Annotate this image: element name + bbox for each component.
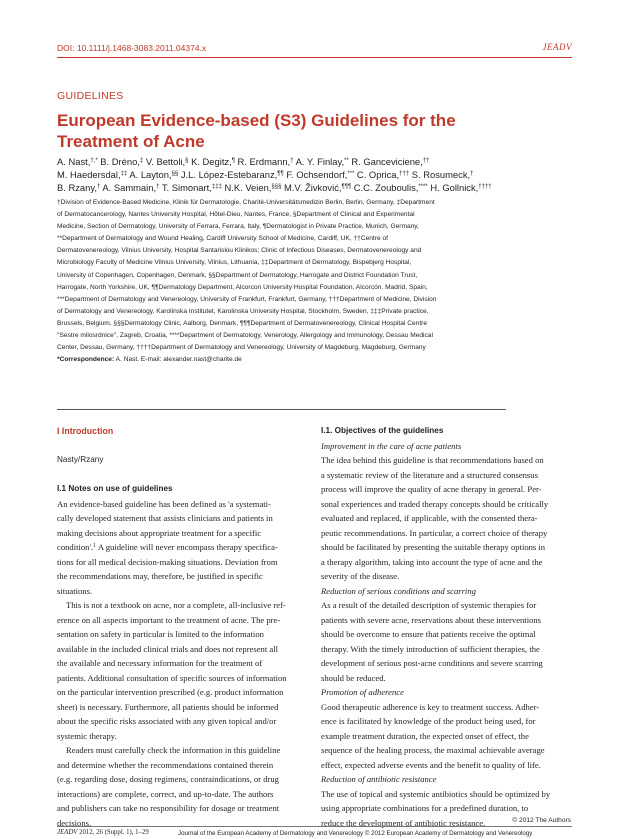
author-line [57,168,577,181]
doi-link[interactable]: DOI: 10.1111/j.1468-3083.2011.04374.x [57,43,207,53]
affiliation-marker: §§§ [271,184,282,190]
affiliation-marker: † [470,171,474,177]
affiliation-line: Microbiology Faculty of Medicine Vilnius University, Vilnius, Lithuania, ‡‡Department of Dermatology, Bispebjerg Hospital, [57,259,412,267]
affiliation-line: University of Copenhagen, Copenhagen, Denmark, §§Department of Dermatology, Harrogate and District Foundation Trust, [57,271,418,279]
text-line: reduce the development of antibiotic resistance. [321,817,486,828]
affiliation-marker: † [290,158,294,164]
affiliations [57,197,577,366]
text-line: available in the included clinical trials and does not represent all [57,643,278,654]
text-line: the recommendations may, therefore, be justified in specific [57,571,263,581]
article-title: European Evidence-based (S3) Guidelines for the Treatment of Acne [57,111,456,151]
affiliation-line: Brussels, Belgium, §§§Dermatology Clinic, Aalborg, Denmark, ¶¶¶Department of Dermatovenereology, Clinical Hospital Centre [57,319,428,327]
introduction-heading: I Introduction [57,426,114,436]
author-name: A. Layton, [127,169,172,180]
author-name: A. Sammain, [100,182,157,193]
affiliation-line: Harrogate, North Yorkshire, UK, ¶¶Dermatology Department, Alcorcon University Hospital Foundation, Alcorcón, Madrid, Spain, [57,283,428,291]
affiliation-marker: ‡‡‡ [211,184,222,190]
text-line: As a result of the detailed description of systemic therapies for [321,600,537,610]
header-bar [57,41,572,58]
author-name: T. Simonart, [159,182,212,193]
text-line: condition'.$^1$ A guideline will never encompass therapy specifica- [57,542,278,552]
text-line: cally developed statement that assists clinicians and patients in [57,513,273,523]
text-line: patients with severe acne, reservations about these interventions [321,614,542,625]
text-line: patients. Additional consultation of specific sources of information [57,672,287,683]
left-column [57,424,307,830]
text-line: should be overcome to ensure that patients receive the optimal [321,629,536,639]
footer-citation-detail: 2012, 26 (Suppl. 1), 1–29 [77,829,149,836]
text-line: the available and necessary information for the treatment of [57,658,263,668]
correspondence-label: *Correspondence: [57,356,115,364]
affiliation-marker: ¶¶¶ [341,184,352,190]
footer-divider [57,826,572,827]
author-name: C. Oprica, [354,169,400,180]
affiliation-marker: †,* [90,158,98,164]
paragraph [57,743,307,830]
paragraph [57,598,307,743]
notes-subheading: I.1 Notes on use of guidelines [57,484,173,493]
affiliation-line: Dermatovenereology, Vilnius University, Hospital Santariskiu Klinikos; Clinic of Infectious Diseases, Dermatovenereology and [57,247,422,255]
objective-title: Reduction of serious conditions and scarring [321,585,476,596]
author-name: S. Rosumeck, [409,169,471,180]
author-name: N.K. Veien, [221,182,272,193]
text-line: sentation on safety in particular is limited to the information [57,629,264,639]
footer-journal: JEADV [57,829,78,836]
affiliation-line: ***Department of Dermatology and Venereology, University of Frankfurt, Frankfurt, Germany, †††Department of Medicine, Division [57,295,437,303]
author-line [57,155,577,168]
author-name: M. Haedersdal, [57,169,121,180]
affiliation-marker: § [185,158,189,164]
author-name: J.L. López-Estebaranz, [178,169,278,180]
footer-journal-full: Journal of the European Academy of Dermatology and Venereology © 2012 European Academy of Dermatology and Venereology [178,830,533,837]
paragraph [57,497,307,599]
section-label: GUIDELINES [57,90,124,102]
objectives-sections [321,439,571,831]
text-line: peutic recommendations. In particular, a correct choice of therapy [321,527,548,538]
affiliation-marker: † [156,184,160,190]
text-line: on the particular intervention prescribed (e.g. product information [57,687,284,697]
author-name: A. Nast, [57,156,91,167]
affiliation-line: Center, Dessau, Germany, ††††Department of Dermatology and Venereology, University of Magdeburg, Magdeburg, Germany [57,344,426,352]
text-line: a therapy algorithm, taking into account the type of acne and the [321,556,543,567]
text-line: Good therapeutic adherence is key to treatment success. Adher- [321,701,540,712]
text-line: should be facilitated by presenting the suitable therapy options in [321,542,546,552]
footer-citation [57,829,149,836]
author-name: V. Bettoli, [143,156,186,167]
objective-title: Reduction of antibiotic resistance [321,774,437,784]
affiliation-line: of Dermatocancerology, Nantes University Hospital, Hôtel-Dieu, Nantes, France, §Department of Clinical and Experimental [57,211,415,219]
affiliation-line: Medicine, Section of Dermatology, University of Ferrara, Ferrara, Italy, ¶Dermatologist in Private Practice, Munich, Germany, [57,223,419,231]
journal-tag: JEADV [542,42,572,52]
text-line: and determine whether the recommendations contained therein [57,759,274,770]
author-name: B. Rzany, [57,182,97,193]
text-line: severity of the disease. [321,571,400,581]
section-divider [57,409,506,410]
reference-marker[interactable]: 1 [93,543,97,549]
text-line: example treatment duration, the expected onset of effect, the [321,730,529,741]
correspondence-email[interactable]: A. Nast. E-mail: alexander.nast@charite.de [114,356,242,364]
text-line: erence on all aspects important to the treatment of acne. The pre- [57,614,281,625]
author-name: R. Ganceviciene, [348,156,423,167]
affiliation-marker: ¶¶ [277,171,284,177]
text-line: and publishers can take no responsibility for dosage or treatment [57,803,280,813]
text-line: tions for all medical decision-making situations. Deviation from [57,556,278,567]
text-line: interactions) are complete, correct, and up-to-date. The authors [57,788,274,799]
text-line: should be reduced. [321,672,386,683]
affiliation-line: of Dermatology and Venereology, Karolinska Institutet, Karolinska University Hospital, Stockholm, Sweden, ‡‡‡Private practice, [57,307,429,315]
author-name: F. Ochsendorf, [283,169,348,180]
affiliation-marker: **** [418,184,428,190]
author-name: C.C. Zouboulis, [351,182,419,193]
text-line: sheet) is necessary. Furthermore, all patients should be informed [57,701,279,712]
objective-title: Improvement in the care of acne patients [321,440,462,451]
section-byline: Nasty/Rzany [57,455,104,464]
text-line: process will improve the quality of acne therapy in general. Per- [321,484,542,494]
affiliation-line: **Department of Dermatology and Wound Healing, Cardiff University School of Medicine, Cardiff, UK, ††Centre of [57,235,388,243]
copyright-notice: © 2012 The Authors [512,817,571,824]
text-line: Readers must carefully check the information in this guideline [66,745,281,755]
affiliation-line: ''Sestre milosrdnice'', Zagreb, Croatia, ****Department of Dermatology, Venerology, Allergology and Immunology, Dessau Medical [57,332,433,340]
author-line [57,181,577,194]
text-line: sequence of the healing process, the maximal achievable average [321,745,545,755]
affiliation-marker: ¶ [231,158,235,164]
text-line: The idea behind this guideline is that recommendations based on [321,455,544,465]
text-line: therapy. With the timely introduction of sufficient therapies, the [321,643,540,654]
author-name: B. Dréno, [97,156,140,167]
affiliation-marker: ††† [399,171,410,177]
text-line: (e.g. regarding dose, dosing regimens, contraindications, or drug [57,774,279,784]
text-line: systemic therapy. [57,730,117,741]
affiliation-marker: †† [422,158,430,164]
correspondence [57,354,577,366]
text-line: making decisions about appropriate treatment for a specific [57,527,262,538]
objective-title: Promotion of adherence [321,687,404,697]
affiliation-line: †Division of Evidence-Based Medicine, Klinik für Dermatologie, Charité-Universitätsmedizin Berlin, Berlin, Germany, ‡Department [57,199,435,206]
text-line: a systematic review of the literature and a structured consensus [321,469,538,480]
affiliation-marker: †††† [478,184,492,190]
affiliation-marker: ‡ [139,158,144,164]
text-line: An evidence-based guideline has been defined as 'a systemati- [57,498,271,509]
right-column [321,424,571,830]
affiliation-marker: ‡‡ [120,171,128,177]
author-name: H. Gollnick, [427,182,479,193]
text-line: using appropriate combinations for a predefined duration, to [321,803,529,813]
text-line: about the specific risks associated with any given topical and/or [57,716,277,726]
author-name: R. Erdmann, [234,156,291,167]
text-line: situations. [57,585,93,596]
author-name: M.V. Živković, [281,182,342,193]
text-line: This is not a textbook on acne, nor a complete, all-inclusive ref- [66,600,286,610]
author-name: A. Y. Finlay, [293,156,345,167]
affiliation-marker: *** [347,171,355,177]
objectives-subheading: I.1. Objectives of the guidelines [321,426,444,435]
affiliation-marker: ** [344,158,349,164]
text-line: development of serious post-acne conditions and severe scarring [321,658,543,668]
text-line: evaluated and replaced, if applicable, with the consented thera- [321,513,538,523]
text-line: The use of topical and systemic antibiotics should be optimized by [321,788,551,799]
affiliation-marker: † [96,184,101,190]
text-line: effect, expected adverse events and the benefit to quality of life. [321,759,541,770]
author-name: K. Degitz, [188,156,232,167]
affiliation-marker: §§ [171,171,179,177]
author-list [57,155,577,194]
text-line: sonal experiences and traded therapy concepts should be critically [321,498,549,509]
text-line: ence is facilitated by knowledge of the product being used, for [321,716,536,726]
text-line: decisions. [57,817,92,828]
